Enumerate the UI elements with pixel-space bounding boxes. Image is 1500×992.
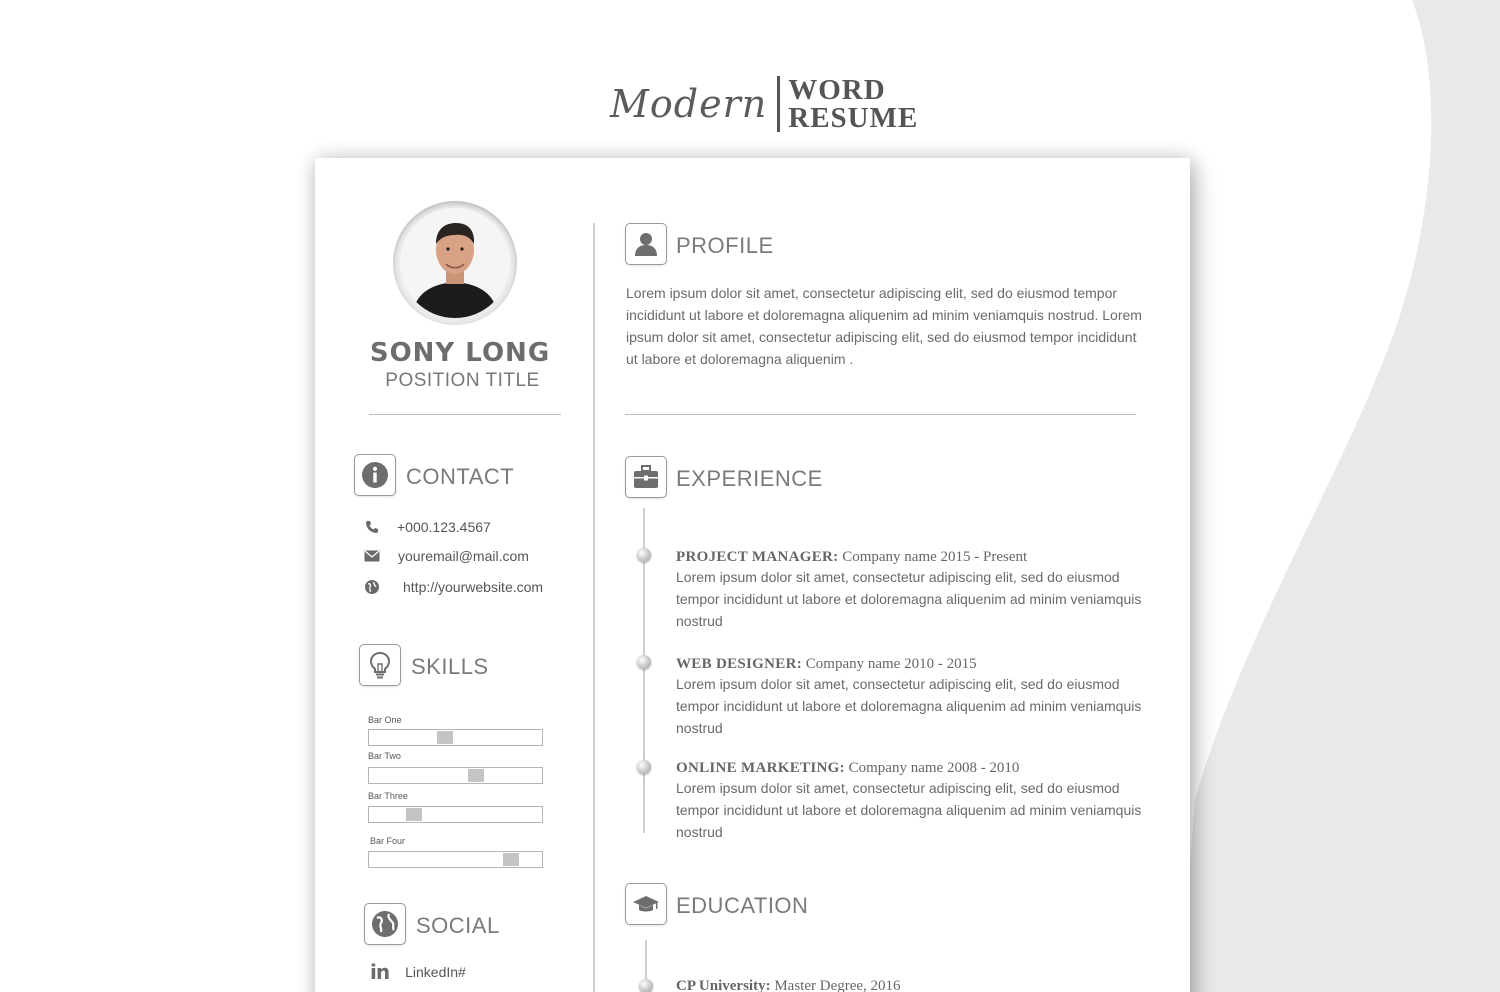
job-company: Company name 2015 - Present <box>842 549 1028 565</box>
skill-bar-knob <box>503 853 519 866</box>
avatar-frame <box>393 201 517 325</box>
phone-icon <box>363 519 381 535</box>
skill-bar-track <box>368 806 543 823</box>
profile-text: Lorem ipsum dolor sit amet, consectetur adipiscing elit, sed do eiusmod tempor incididunt ut labore et doloremagna aliquenim ad minim veniamquis nostrud. Lorem ipsum dolor sit amet, consectetur adipiscing elit, sed do eiusmod tempor incididunt ut labore et doloremagna aliquenim . <box>626 285 1142 367</box>
website-link[interactable]: http://yourwebsite.com <box>403 579 544 595</box>
brand-word-stack <box>788 76 918 132</box>
timeline-dot <box>637 548 651 562</box>
contact-website <box>363 579 543 595</box>
info-icon <box>354 454 396 496</box>
profile-title: PROFILE <box>676 233 774 258</box>
education-header <box>676 978 1146 992</box>
experience-item <box>676 760 1146 843</box>
skill-bar-track <box>368 851 543 868</box>
skill-bar-track <box>368 767 543 784</box>
column-divider <box>593 223 595 992</box>
left-divider <box>369 414 561 415</box>
resume-page <box>315 158 1190 992</box>
social-linkedin <box>370 960 466 984</box>
social-title: SOCIAL <box>416 913 500 938</box>
experience-title: EXPERIENCE <box>676 466 823 491</box>
brand-divider <box>777 76 780 132</box>
experience-item <box>676 549 1146 632</box>
avatar-photo <box>400 208 510 318</box>
education-detail: Master Degree, 2016 <box>774 978 901 992</box>
job-header <box>676 549 1146 566</box>
avatar <box>400 208 510 318</box>
experience-item <box>676 656 1146 739</box>
job-role: WEB DESIGNER: <box>676 656 803 672</box>
job-description: Lorem ipsum dolor sit amet, consectetur adipiscing elit, sed do eiusmod tempor incididunt ut labore et doloremagna aliquenim ad minim veniamquis nostrud <box>676 676 1142 736</box>
timeline-dot <box>637 655 651 669</box>
education-school: CP University: <box>676 978 771 992</box>
brand-word-2: RESUME <box>788 102 919 134</box>
position-title: POSITION TITLE <box>385 370 540 391</box>
skill-bar-label: Bar Three <box>368 791 408 801</box>
skill-bar-knob <box>406 808 422 821</box>
job-company: Company name 2010 - 2015 <box>805 656 977 672</box>
email-link[interactable]: youremail@mail.com <box>398 548 529 564</box>
lightbulb-icon <box>359 644 401 686</box>
skill-bar-label: Bar Four <box>370 836 406 846</box>
job-header <box>676 656 1146 673</box>
job-header <box>676 760 1146 777</box>
graduation-cap-icon <box>625 883 667 925</box>
education-item <box>676 978 1146 992</box>
phone-number: +000.123.4567 <box>397 519 491 535</box>
skill-bar-label: Bar Two <box>368 751 401 761</box>
skill-bar-track <box>368 729 543 746</box>
contact-email <box>363 548 529 564</box>
contact-title: CONTACT <box>406 464 515 489</box>
skills-title: SKILLS <box>411 654 489 679</box>
brand-logo <box>610 74 918 134</box>
user-icon <box>625 223 667 265</box>
job-company: Company name 2008 - 2010 <box>848 760 1020 776</box>
right-divider <box>625 414 1136 415</box>
brand-script-text: Modern <box>610 82 768 126</box>
job-description: Lorem ipsum dolor sit amet, consectetur adipiscing elit, sed do eiusmod tempor incididunt ut labore et doloremagna aliquenim ad minim veniamquis nostrud <box>676 780 1142 840</box>
job-description: Lorem ipsum dolor sit amet, consectetur adipiscing elit, sed do eiusmod tempor incididunt ut labore et doloremagna aliquenim ad minim veniamquis nostrud <box>676 569 1142 629</box>
education-title: EDUCATION <box>676 893 809 918</box>
brand-word-1: WORD <box>788 74 886 106</box>
timeline-dot <box>639 979 653 992</box>
briefcase-icon <box>625 456 667 498</box>
contact-phone <box>363 519 491 535</box>
job-role: PROJECT MANAGER: <box>676 549 839 565</box>
job-role: ONLINE MARKETING: <box>676 760 845 776</box>
globe-icon <box>364 903 406 945</box>
mail-icon <box>363 548 381 564</box>
skill-bar-label: Bar One <box>368 715 402 725</box>
linkedin-icon: in <box>370 960 390 984</box>
linkedin-link[interactable]: LinkedIn# <box>405 964 466 980</box>
timeline-dot <box>637 760 651 774</box>
skill-bar-knob <box>468 769 484 782</box>
skill-bar-knob <box>437 731 453 744</box>
globe-icon <box>363 579 381 595</box>
person-name: SONY LONG <box>369 338 551 368</box>
